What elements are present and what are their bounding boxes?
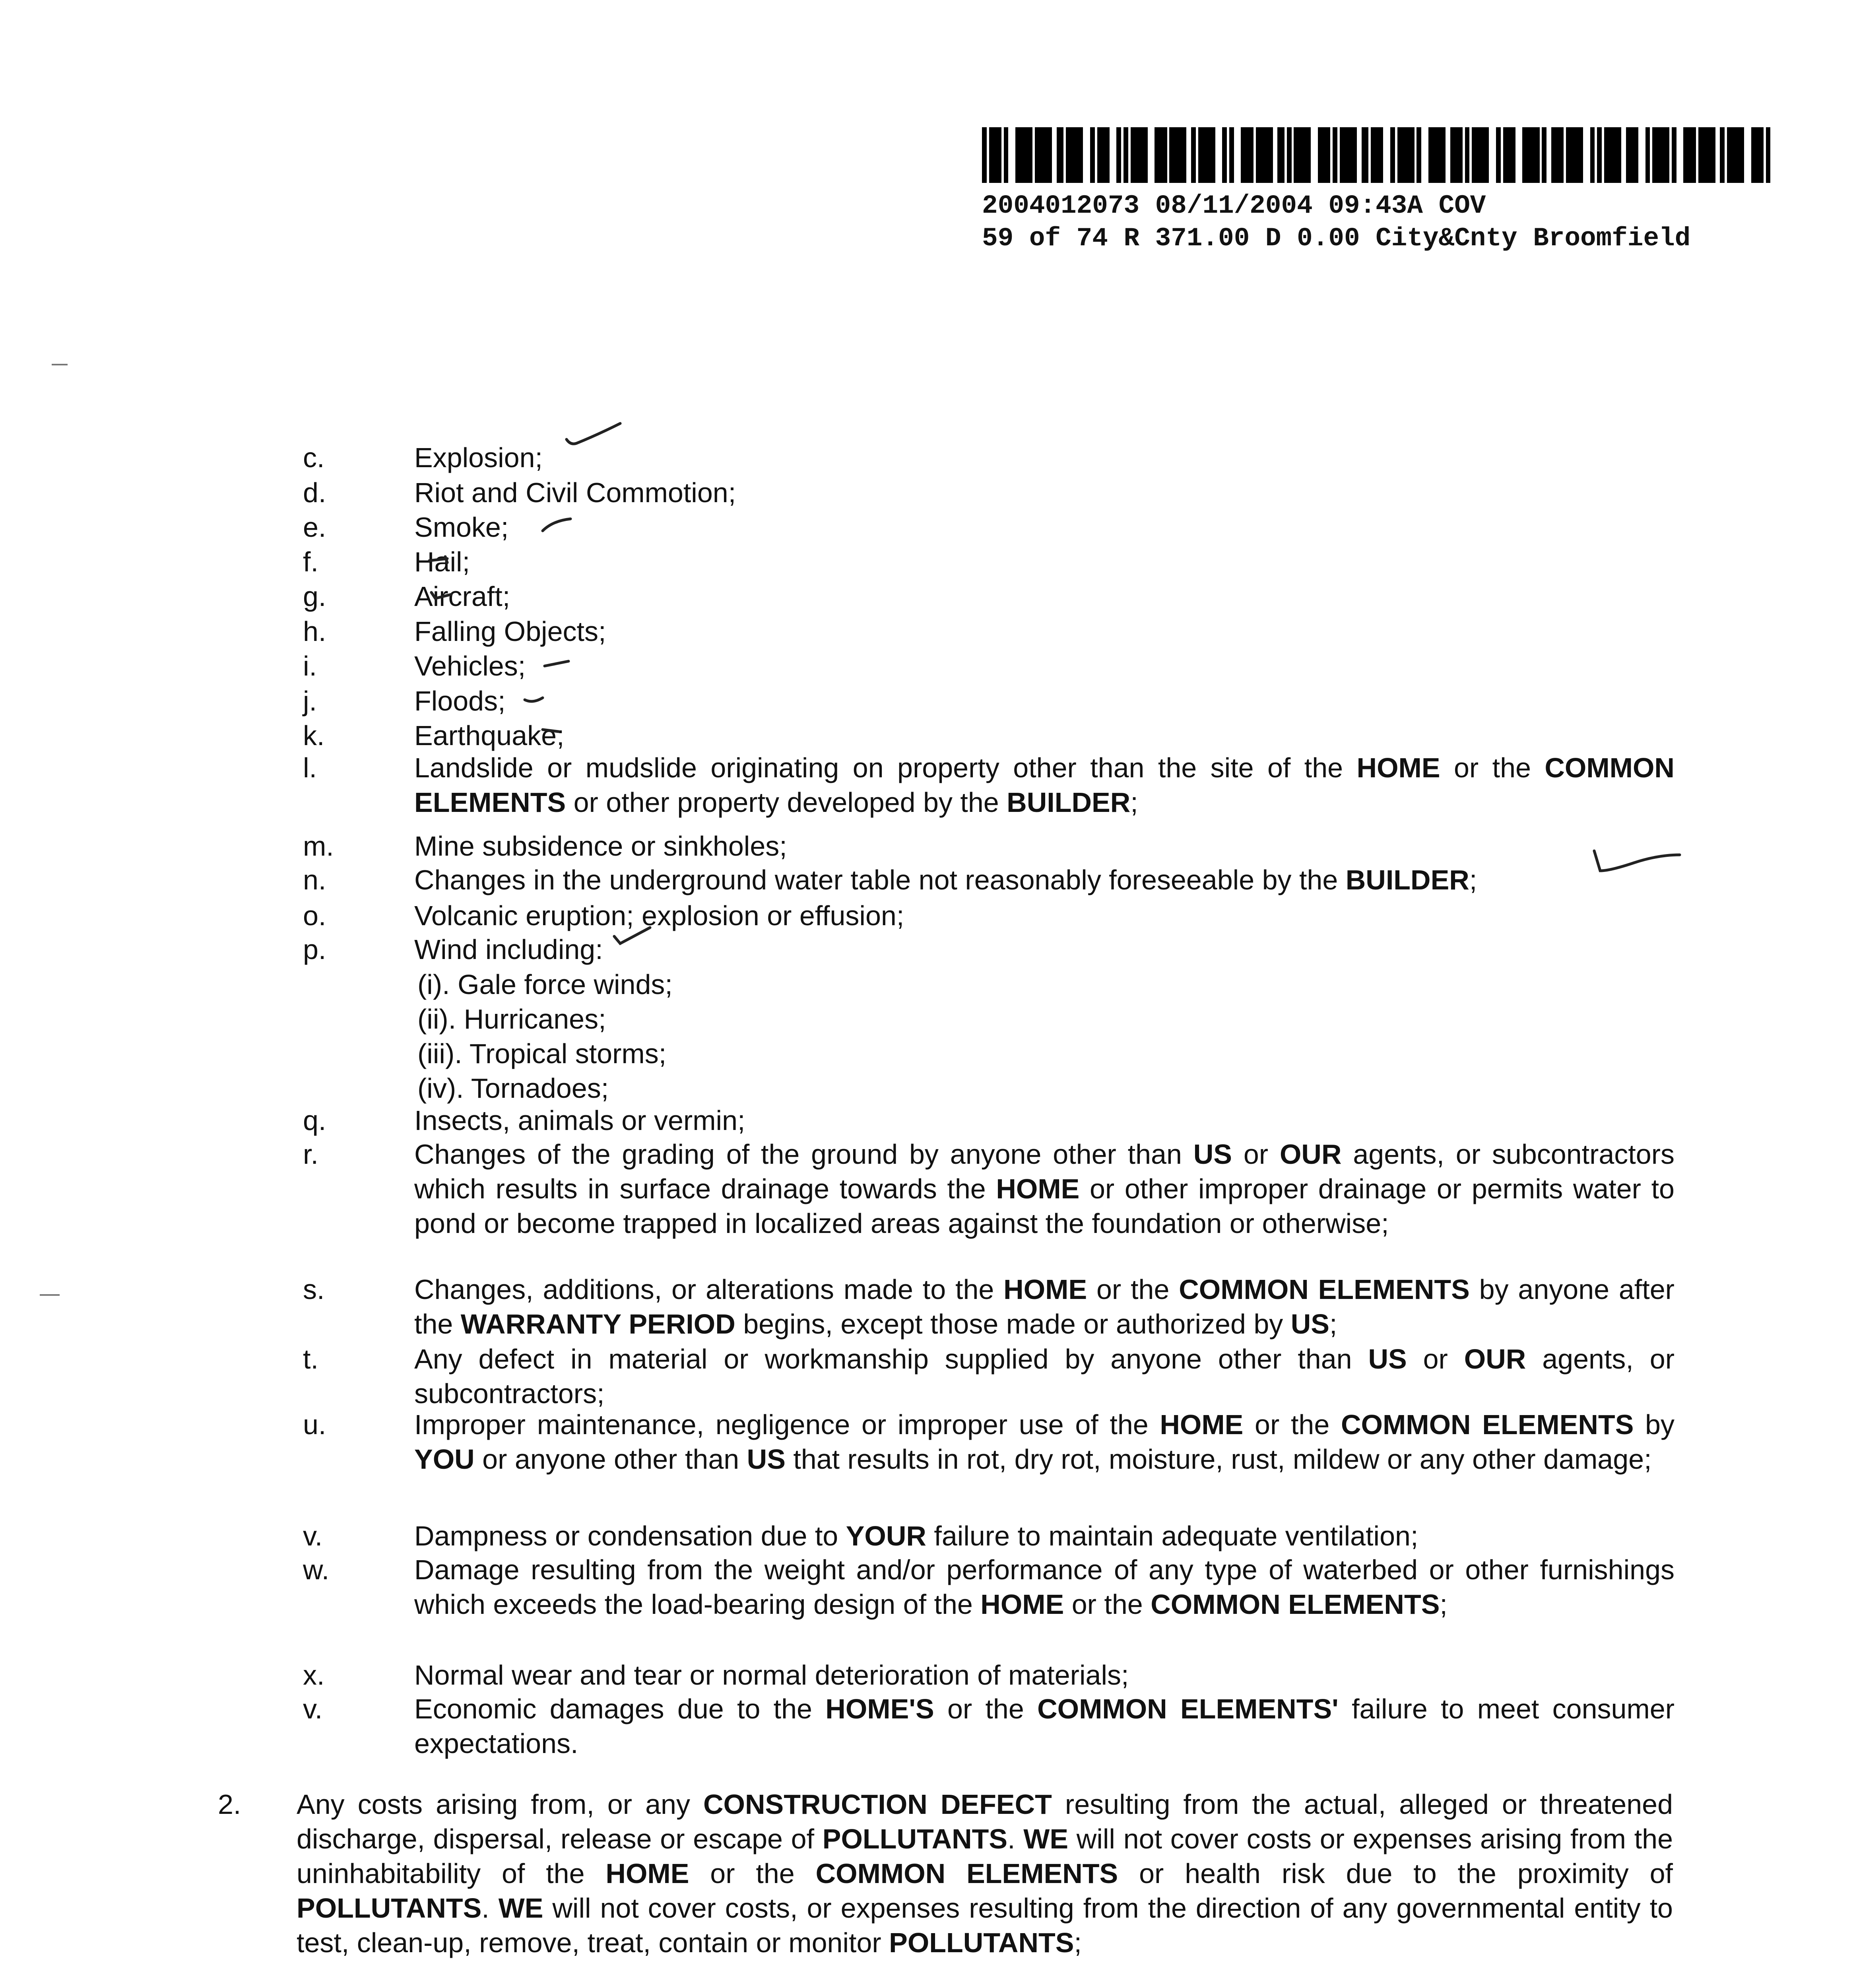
barcode-bar [1131,127,1148,183]
barcode-bar [1546,127,1551,183]
barcode-bar [1496,127,1501,183]
barcode-bar [1148,127,1155,183]
scan-speck [40,1294,60,1296]
barcode-bar [1503,127,1515,183]
barcode-bar [1676,127,1684,183]
barcode-bar [1222,127,1227,183]
list-item-label: s. [303,1274,325,1305]
checkmark-icon [612,924,652,946]
list-item-text: Economic damages due to the HOME'S or the COMMON ELEMENTS' failure to meet consumer expectations. [414,1693,1675,1759]
barcode-bar [1097,127,1110,183]
barcode-bar [1277,127,1285,183]
barcode-bar [1035,127,1052,183]
list-item-text: Wind including: [414,934,603,965]
tick-mark-icon [427,555,449,567]
barcode-bar [1052,127,1057,183]
barcode-bar [1727,127,1744,183]
list-item-label: p. [303,934,326,965]
list-item-text: Floods; [414,685,506,716]
list-item-text: Riot and Civil Commotion; [414,477,736,508]
barcode-bar [1390,127,1395,183]
list-item-text: Normal wear and tear or normal deterioration of materials; [414,1660,1129,1691]
barcode-bar [1522,127,1539,183]
list-item-label: v. [303,1693,323,1724]
barcode-bar [982,127,987,183]
list-item-text: Vehicles; [414,650,526,681]
recording-number-line: 2004012073 08/11/2004 09:43A COV [982,191,1486,221]
list-item-label: f. [303,546,318,577]
barcode-bar [1590,127,1595,183]
wind-subitem: (iv). Tornadoes; [417,1073,609,1104]
barcode-bar [1110,127,1117,183]
tick-mark-icon [523,694,545,706]
barcode-bar [989,127,1001,183]
barcode-bar [1015,127,1032,183]
list-item-text: Smoke; [414,512,509,543]
barcode-bar [1672,127,1676,183]
barcode-bar [1626,127,1638,183]
list-item-text: Dampness or condensation due to YOUR failure to maintain adequate ventilation; [414,1520,1418,1551]
barcode-bar [1340,127,1357,183]
barcode-bar [1472,127,1489,183]
barcode-bar [1234,127,1241,183]
barcode-bar [1683,127,1696,183]
list-item-label: d. [303,477,326,508]
barcode-bar [1186,127,1191,183]
barcode-bar [1566,127,1583,183]
barcode-bar [1273,127,1278,183]
barcode-bar [1311,127,1318,183]
list-item-label: i. [303,650,317,681]
list-item-label: n. [303,864,326,895]
list-item-label: r. [303,1139,318,1170]
list-item-label: m. [303,831,334,862]
barcode-bar [1008,127,1015,183]
list-item-label: x. [303,1660,325,1691]
list-item-label: u. [303,1409,326,1440]
list-item-label: l. [303,752,317,783]
barcode-bar [1652,127,1669,183]
barcode-bar [1371,127,1383,183]
barcode-bar [1383,127,1390,183]
barcode-bar [1489,127,1496,183]
list-item-text: Improper maintenance, negligence or improper use of the HOME or the COMMON ELEMENTS by YOU or anyone other than US that results in rot, dry rot, moisture, rust, mildew or any other damage; [414,1409,1675,1475]
barcode-bar [1604,127,1621,183]
barcode-bar [1066,127,1083,183]
list-item-label: o. [303,900,326,931]
list-item-text: Hail; [414,546,470,577]
barcode-bar [1083,127,1090,183]
list-item-label: q. [303,1105,326,1136]
barcode-bar [1698,127,1715,183]
barcode-bar [1294,127,1311,183]
barcode-bar [1116,127,1121,183]
list-item-text: Falling Objects; [414,616,606,647]
list-item-text: Earthquake; [414,720,565,751]
barcode-bar [1638,127,1645,183]
checkmark-icon [565,421,624,449]
barcode-bar [1421,127,1428,183]
barcode-bar [1428,127,1446,183]
barcode-bar [1169,127,1186,183]
barcode-bar [1770,127,1773,183]
barcode-bar [1416,127,1421,183]
barcode-bar [1333,127,1337,183]
barcode-bar [1241,127,1253,183]
wind-subitem: (iii). Tropical storms; [417,1038,667,1069]
barcode-bar [1090,127,1095,183]
tick-mark-icon [541,726,561,736]
barcode-bar [1057,127,1064,183]
barcode-bar [1155,127,1167,183]
barcode-bar [1191,127,1196,183]
barcode-bar [1123,127,1128,183]
wind-subitem: (i). Gale force winds; [417,969,673,1000]
list-item-text: Aircraft; [414,581,510,612]
paragraph-number: 2. [218,1789,241,1820]
barcode-bar [1720,127,1725,183]
wind-subitem: (ii). Hurricanes; [417,1004,606,1035]
barcode-bar [1645,127,1650,183]
barcode-bar [1465,127,1470,183]
barcode-bar [1450,127,1463,183]
barcode-bar [1215,127,1222,183]
list-item-text: Mine subsidence or sinkholes; [414,831,787,862]
list-item-label: v. [303,1520,323,1551]
barcode-bar [1318,127,1330,183]
tick-mark-icon [543,658,570,670]
tick-mark-icon [541,517,572,533]
barcode-bar [1256,127,1273,183]
scan-speck [52,364,68,365]
list-item-label: t. [303,1343,318,1375]
list-item-label: w. [303,1554,330,1585]
barcode-bar [1229,127,1234,183]
list-item-label: g. [303,581,326,612]
list-item-label: e. [303,512,326,543]
barcode-bar [1515,127,1523,183]
barcode-bar [1357,127,1362,183]
barcode-bar [1198,127,1215,183]
list-item-label: h. [303,616,326,647]
list-item-text: Changes in the underground water table not reasonably foreseeable by the BUILDER; [414,864,1477,895]
list-item-text: Volcanic eruption; explosion or effusion; [414,900,904,931]
barcode-bar [1715,127,1720,183]
list-item-text: Damage resulting from the weight and/or performance of any type of waterbed or other furnishings which exceeds the load-bearing design of the HOME or the COMMON ELEMENTS; [414,1554,1675,1620]
list-item-label: j. [303,685,317,716]
barcode-bar [1362,127,1369,183]
list-item-text: Any defect in material or workmanship supplied by anyone other than US or OUR agents, or subcontractors; [414,1343,1675,1409]
barcode-bar [1287,127,1292,183]
list-item-text: Changes, additions, or alterations made to the HOME or the COMMON ELEMENTS by anyone after the WARRANTY PERIOD begins, except those made or authorized by US; [414,1274,1675,1340]
barcode-bar [1621,127,1626,183]
list-item-text: Explosion; [414,442,543,473]
recording-fee-line: 59 of 74 R 371.00 D 0.00 City&Cnty Broomfield [982,223,1691,253]
barcode-bar [1597,127,1602,183]
barcode-bar [1583,127,1590,183]
barcode-bar [1397,127,1415,183]
list-item-text: Insects, animals or vermin; [414,1105,745,1136]
barcode-bar [1744,127,1751,183]
list-item-label: c. [303,442,325,473]
barcode-bar [1551,127,1564,183]
barcode-bar [1766,127,1771,183]
list-item-text: Landslide or mudslide originating on property other than the site of the HOME or the COMMON ELEMENTS or other property developed by the BUILDER; [414,752,1675,818]
recording-barcode [982,127,1773,183]
paragraph-text: Any costs arising from, or any CONSTRUCTION DEFECT resulting from the actual, alleged or threatened discharge, dispersal, release or escape of POLLUTANTS. WE will not cover costs or expenses arising from the uninhabitability of the HOME or the COMMON ELEMENTS or health risk due to the proximity of POLLUTANTS. WE will not cover costs, or expenses resulting from the direction of any governmental entity to test, clean-up, remove, treat, contain or monitor POLLUTANTS; [297,1789,1673,1958]
barcode-bar [1542,127,1546,183]
list-item-label: k. [303,720,325,751]
barcode-bar [1751,127,1764,183]
list-item-text: Changes of the grading of the ground by anyone other than US or OUR agents, or subcontractors which results in surface drainage towards the HOME or other improper drainage or permits water to pond or become trapped in localized areas against the foundation or otherwise; [414,1139,1675,1239]
barcode-bar [1004,127,1009,183]
tick-mark-icon [429,588,453,600]
checkmark-icon [1586,847,1682,875]
barcode-bar [1446,127,1450,183]
